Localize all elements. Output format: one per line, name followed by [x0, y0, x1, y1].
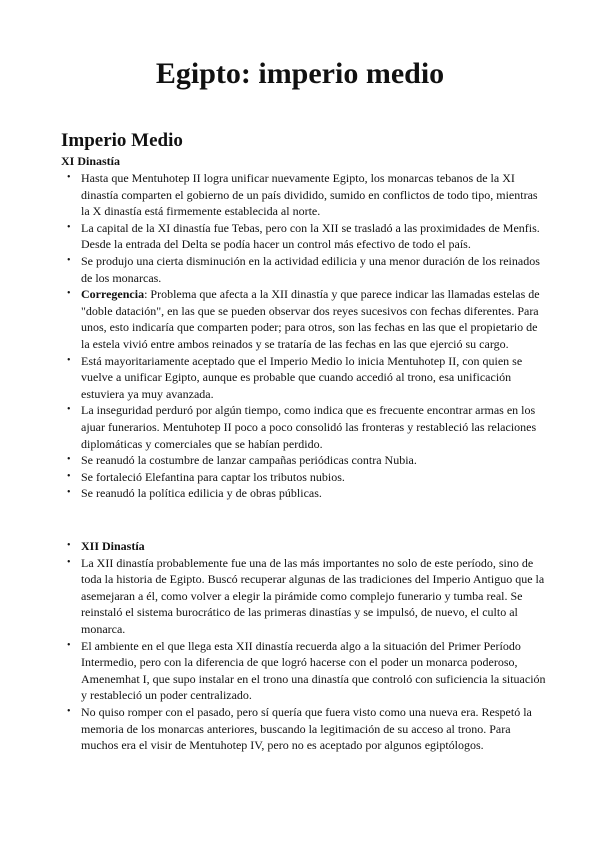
bullet-icon: •	[67, 540, 71, 551]
dynasty-xi-heading: XI Dinastía	[61, 154, 121, 168]
document-title: Egipto: imperio medio	[155, 57, 445, 90]
bullet-icon: •	[67, 487, 71, 499]
list-item	[61, 220, 547, 253]
list-item	[61, 353, 547, 403]
dynasty-xii-heading: XII Dinastía	[81, 539, 145, 553]
bullet-icon: •	[67, 470, 71, 482]
list-item-text: Se fortaleció Elefantina para captar los tributos nubios.	[81, 469, 345, 484]
list-item	[61, 452, 547, 469]
list-item-text: La capital de la XI dinastía fue Tebas, pero con la XII se trasladó a las proximidades de Menfis. Desde la entrada del Delta se podía hacer un control más efectivo de todo el país.	[81, 220, 540, 252]
dynasty-xii-list	[61, 538, 547, 754]
list-item-text: El ambiente en el que llega esta XII dinastía recuerda algo a la situación del Primer Período Intermedio, pero con la diferencia de que logró hacerse con el poder un monarca poderoso, Amenemhat I, que supo instalar en el trono una dinastía que controló con suficiencia la situación y restableció un poder centralizado.	[81, 638, 546, 703]
list-item	[61, 555, 547, 638]
bullet-icon: •	[67, 254, 71, 266]
list-item-text: La XII dinastía probablemente fue una de las más importantes no solo de este período, sino de toda la historia de Egipto. Buscó recuperar algunas de las tradiciones del Imperio Antiguo que la asemejaran a él, como volver a elegir la pirámide como complejo funerario y tumba real. Se reinstaló el sistema burocrático de las primeras dinastías y se impulsó, de nuevo, el culto al monarca.	[81, 555, 545, 636]
list-item	[61, 485, 547, 502]
list-item	[61, 469, 547, 486]
list-item	[61, 704, 547, 754]
section-title: Imperio Medio	[61, 130, 183, 151]
list-item-text: Se reanudó la costumbre de lanzar campañas periódicas contra Nubia.	[81, 453, 417, 468]
bullet-icon: •	[67, 354, 71, 366]
list-item	[61, 286, 547, 352]
bullet-icon: •	[67, 404, 71, 416]
bullet-icon: •	[67, 639, 71, 651]
list-item	[61, 253, 547, 286]
list-item-term: Corregencia	[81, 287, 145, 302]
list-item	[61, 638, 547, 704]
list-item-heading	[61, 538, 547, 555]
bullet-icon: •	[67, 288, 71, 300]
list-item-text: No quiso romper con el pasado, pero sí quería que fuera visto como una nueva era. Respetó la memoria de los monarcas anteriores, buscando la legitimación de su acceso al trono. Para muchos era el visir de Mentuhotep IV, pero no es aceptado por algunos egiptólogos.	[81, 704, 532, 753]
bullet-icon: •	[67, 221, 71, 233]
bullet-icon: •	[67, 172, 71, 183]
list-item-text: La inseguridad perduró por algún tiempo, como indica que es frecuente encontrar armas en los ajuar funerarios. Mentuhotep II poco a poco consolidó las fronteras y restableció las relaciones diplomáticas y comerciales que se habían perdido.	[81, 403, 537, 451]
list-item-text: Hasta que Mentuhotep II logra unificar nuevamente Egipto, los monarcas tebanos de la XI dinastía comparten el gobierno de un país dividido, sumido en conflictos de todo tipo, mientras la X dinastía está firmemente establecida al norte.	[81, 171, 538, 219]
bullet-icon: •	[67, 454, 71, 466]
bullet-icon: •	[67, 556, 71, 568]
list-item	[61, 170, 547, 220]
list-item-text: : Problema que afecta a la XII dinastía y que parece indicar las llamadas estelas de "doble datación", en las que se pueden observar dos reyes sucesivos con fechas diferentes. Para unos, esto indicaría que comparten poder; para otros, son las fechas en las que el propietario de la estela vivió entre ambos reinados y se trataría de las fechas en las que ejerció su cargo.	[81, 287, 540, 351]
dynasty-xi-list	[61, 170, 547, 502]
list-item-text: Se produjo una cierta disminución en la actividad edilicia y una menor duración de los reinados de los monarcas.	[81, 253, 540, 285]
list-item	[61, 402, 547, 452]
list-item-text: Está mayoritariamente aceptado que el Imperio Medio lo inicia Mentuhotep II, con quien se vuelve a unificar Egipto, aunque es probable que cuando accedió al trono, esa unificación estuviera ya muy avanzada.	[81, 353, 523, 401]
bullet-icon: •	[67, 705, 71, 717]
list-item-text: Se reanudó la política edilicia y de obras públicas.	[81, 486, 322, 501]
